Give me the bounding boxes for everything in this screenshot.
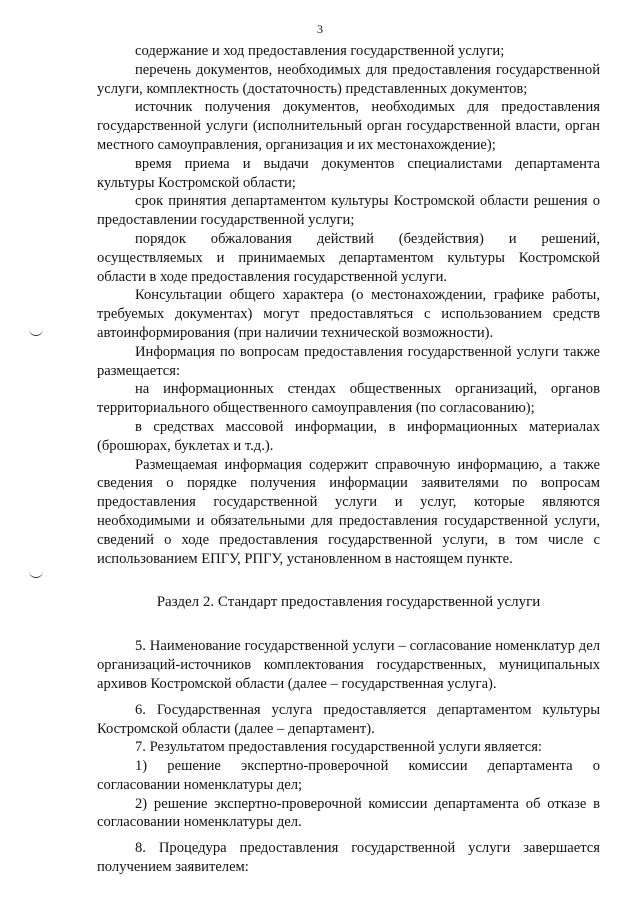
paragraph: Информация по вопросам предоставления государственной услуги также размещается: (97, 343, 600, 379)
paragraph: 6. Государственная услуга предоставляется департаментом культуры Костромской области (далее – департамент). (97, 701, 600, 737)
paragraph: 8. Процедура предоставления государственной услуги завершается получением заявителем: (97, 840, 600, 876)
paragraph: Размещаемая информация содержит справочную информацию, а также сведения о порядке получения информации заявителями по вопросам предоставления государственной услуги и услуг, которые являются необходимыми и обязательными для предоставления государственной услуги, сведений о ходе предоставления государственной услуги, в том числе с использованием ЕПГУ, РПГУ, установленном в настоящем пункте. (97, 456, 600, 567)
paragraph: Консультации общего характера (о местонахождении, графике работы, требуемых документах) могут предоставляться с использованием средств автоинформирования (при наличии технической возможности). (97, 287, 600, 341)
paragraph: 5. Наименование государственной услуги – согласование номенклатур дел организаций-источников комплектования государственных, муниципальных архивов Костромской области (далее – государственная услуга). (97, 638, 600, 692)
page-number: 3 (317, 22, 323, 36)
margin-mark (29, 570, 43, 578)
paragraph: 2) решение экспертно-проверочной комиссии департамента об отказе в согласовании номенклатуры дел. (97, 795, 600, 831)
paragraph: источник получения документов, необходимых для предоставления государственной услуги (исполнительный орган государственной власти, орган местного самоуправления, организация и их местонахождение); (97, 99, 600, 153)
paragraph: срок принятия департаментом культуры Костромской области решения о предоставлении государственной услуги; (97, 193, 600, 229)
margin-mark (29, 328, 43, 336)
paragraph: порядок обжалования действий (бездействия) и решений, осуществляемых и принимаемых департаментом культуры Костромской области в ходе предоставления государственной услуги. (97, 230, 600, 285)
paragraph: 1) решение экспертно-проверочной комиссии департамента о согласовании номенклатуры дел; (97, 758, 600, 793)
paragraph: время приема и выдачи документов специалистами департамента культуры Костромской области; (97, 155, 600, 191)
paragraph: перечень документов, необходимых для предоставления государственной услуги, комплектность (достаточность) представленных документов; (97, 61, 600, 97)
paragraph: содержание и ход предоставления государственной услуги; (135, 43, 505, 59)
paragraph: на информационных стендах общественных организаций, органов территориального общественного самоуправления (по согласованию); (97, 381, 600, 417)
document-body (97, 42, 600, 877)
section-heading: Раздел 2. Стандарт предоставления государственной услуги (156, 594, 541, 611)
paragraph: 7. Результатом предоставления государственной услуги является: (135, 739, 542, 756)
paragraph: в средствах массовой информации, в информационных материалах (брошюрах, буклетах и т.д.). (97, 418, 600, 454)
